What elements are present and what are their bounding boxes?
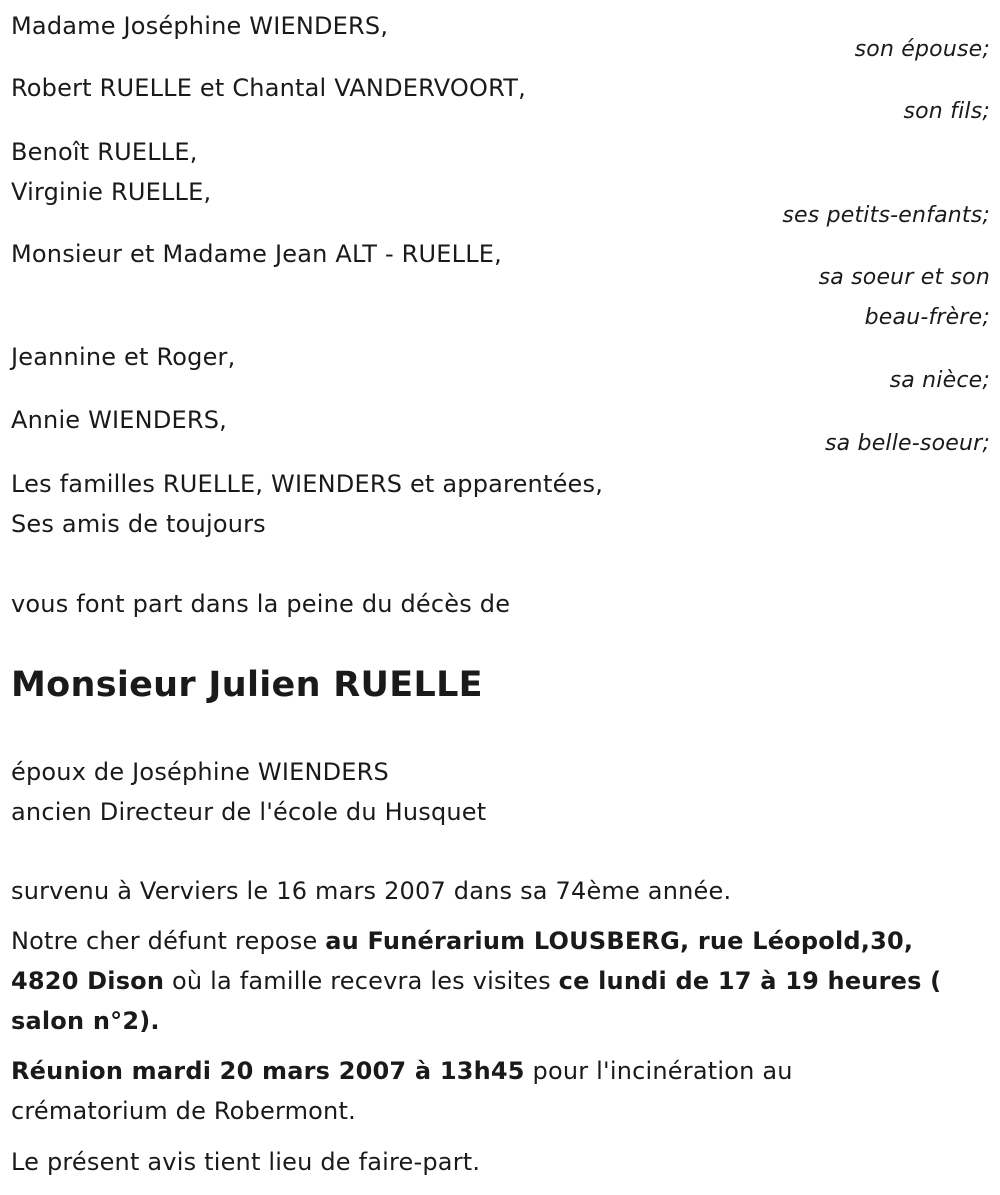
mourner-relation-1: son épouse; [854, 37, 990, 62]
mourner-relation-4a: sa soeur et son [818, 265, 990, 290]
mourner-relation-6: sa belle-soeur; [825, 431, 990, 456]
mourner-name-2: Robert RUELLE et Chantal VANDERVOORT, [11, 74, 526, 102]
death-line: survenu à Verviers le 16 mars 2007 dans sa 74ème année. [11, 877, 732, 905]
spouse-line: époux de Joséphine WIENDERS [11, 758, 389, 786]
mourner-relation-4b: beau-frère; [864, 305, 990, 330]
repose-visits-a: ce lundi de 17 à 19 heures ( [558, 967, 942, 995]
mourner-name-5: Jeannine et Roger, [11, 343, 236, 371]
families-line: Les familles RUELLE, WIENDERS et apparentées, [11, 470, 604, 498]
friends-line: Ses amis de toujours [11, 510, 266, 538]
closing-line: Le présent avis tient lieu de faire-part. [11, 1148, 481, 1176]
repose-line-2 [11, 966, 941, 996]
repose-line-3 [11, 1006, 160, 1036]
meeting-rest-a: pour l'incinération au [524, 1057, 793, 1085]
mourner-name-1: Madame Joséphine WIENDERS, [11, 12, 389, 40]
meeting-line-1 [11, 1056, 793, 1086]
mourner-relation-3: ses petits-enfants; [782, 203, 990, 228]
announcement-line: vous font part dans la peine du décès de [11, 590, 511, 618]
mourner-name-6: Annie WIENDERS, [11, 406, 228, 434]
repose-place-a: au Funérarium LOUSBERG, rue Léopold,30, [325, 927, 914, 955]
repose-line-1 [11, 926, 913, 956]
occupation-line: ancien Directeur de l'école du Husquet [11, 798, 487, 826]
repose-intro: Notre cher défunt repose [11, 927, 326, 955]
deceased-name: Monsieur Julien RUELLE [11, 665, 483, 705]
mourner-name-3b: Virginie RUELLE, [11, 178, 212, 206]
mourner-name-3a: Benoît RUELLE, [11, 138, 198, 166]
mourner-name-4: Monsieur et Madame Jean ALT - RUELLE, [11, 240, 502, 268]
meeting-line-2: crématorium de Robermont. [11, 1097, 356, 1125]
mourner-relation-2: son fils; [903, 99, 990, 124]
repose-middle: où la famille recevra les visites [164, 967, 559, 995]
repose-visits-b: salon n°2). [11, 1007, 160, 1035]
mourner-relation-5: sa nièce; [889, 368, 990, 393]
repose-place-b: 4820 Dison [11, 967, 165, 995]
meeting-bold: Réunion mardi 20 mars 2007 à 13h45 [11, 1057, 525, 1085]
